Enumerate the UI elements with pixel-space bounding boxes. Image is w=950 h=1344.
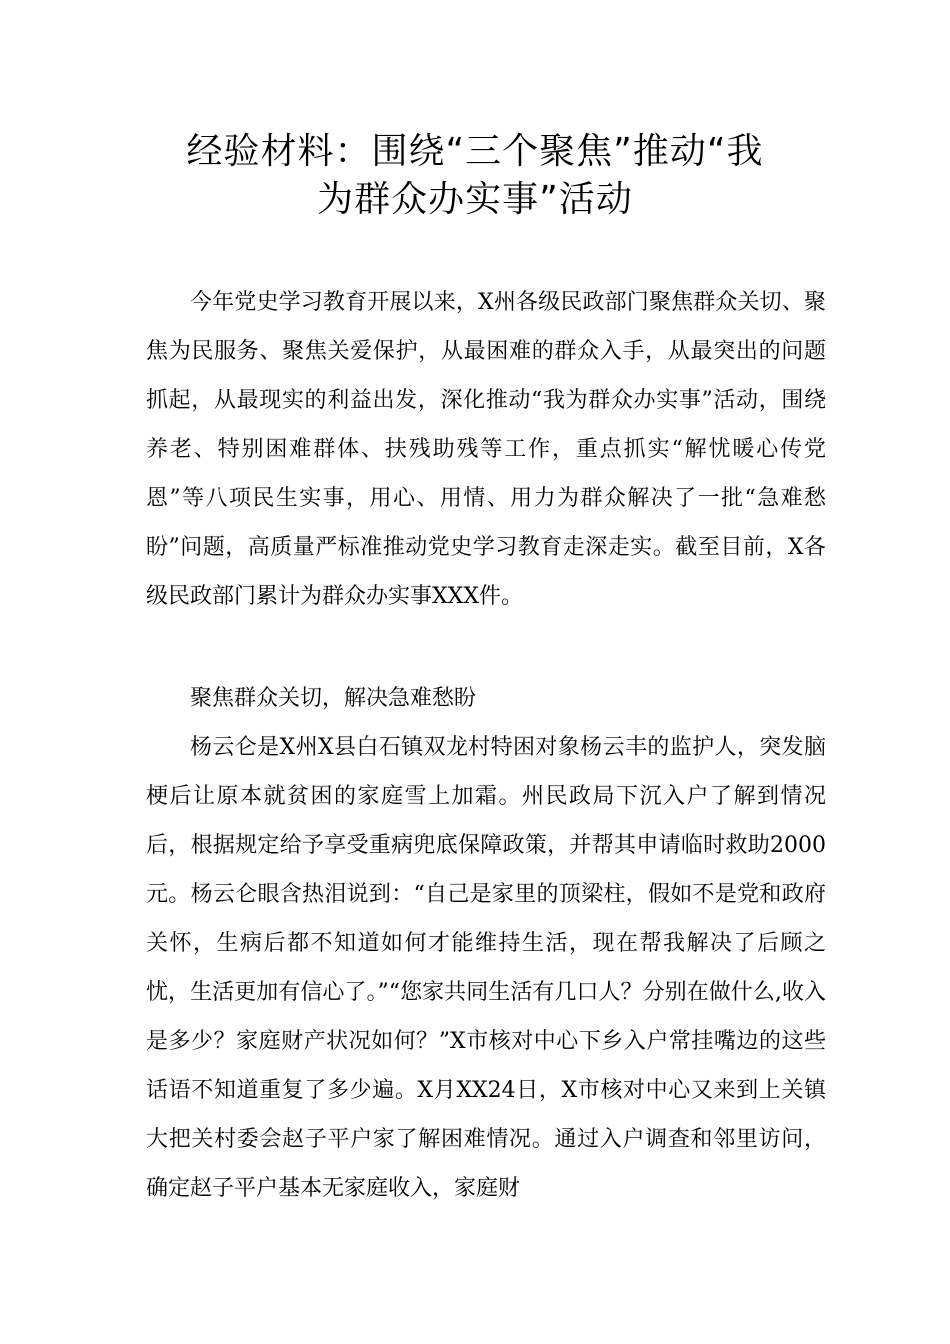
title-line-1: 经验材料：围绕“三个聚焦”推动“我 <box>186 131 764 172</box>
section-heading: 聚焦群众关切，解决急难愁盼 <box>190 686 477 711</box>
section-paragraph: 杨云仑是X州X县白石镇双龙村特困对象杨云丰的监护人，突发脑梗后让原本就贫困的家庭雪上加霜。州民政局下沉入户了解到情况后，根据规定给予享受重病兜底保障政策，并帮其申请临时救助2000元。杨云仑眼含热泪说到：“自己是家里的顶梁柱，假如不是党和政府关怀，生病后都不知道如何才能维持生活，现在帮我解决了后顾之忧，生活更加有信心了。”“您家共同生活有几口人？分别在做什么,收入是多少？家庭财产状况如何？”X市核对中心下乡入户常挂嘴边的这些话语不知道重复了多少遍。X月XX24日，X市核对中心又来到上关镇大把关村委会赵子平户家了解困难情况。通过入户调查和邻里访问，确定赵子平户基本无家庭收入，家庭财 <box>146 735 826 1201</box>
intro-paragraph: 今年党史学习教育开展以来，X州各级民政部门聚焦群众关切、聚焦为民服务、聚焦关爱保护，从最困难的群众入手，从最突出的问题抓起，从最现实的利益出发，深化推动“我为群众办实事”活动，围绕养老、特别困难群体、扶残助残等工作，重点抓实“解忧暖心传党恩”等八项民生实事，用心、用情、用力为群众解决了一批“急难愁盼”问题，高质量严标准推动党史学习教育走深走实。截至目前，X各级民政部门累计为群众办实事XXX件。 <box>146 290 826 609</box>
title-line-2: 为群众办实事”活动 <box>317 179 633 220</box>
document-title <box>100 128 850 224</box>
